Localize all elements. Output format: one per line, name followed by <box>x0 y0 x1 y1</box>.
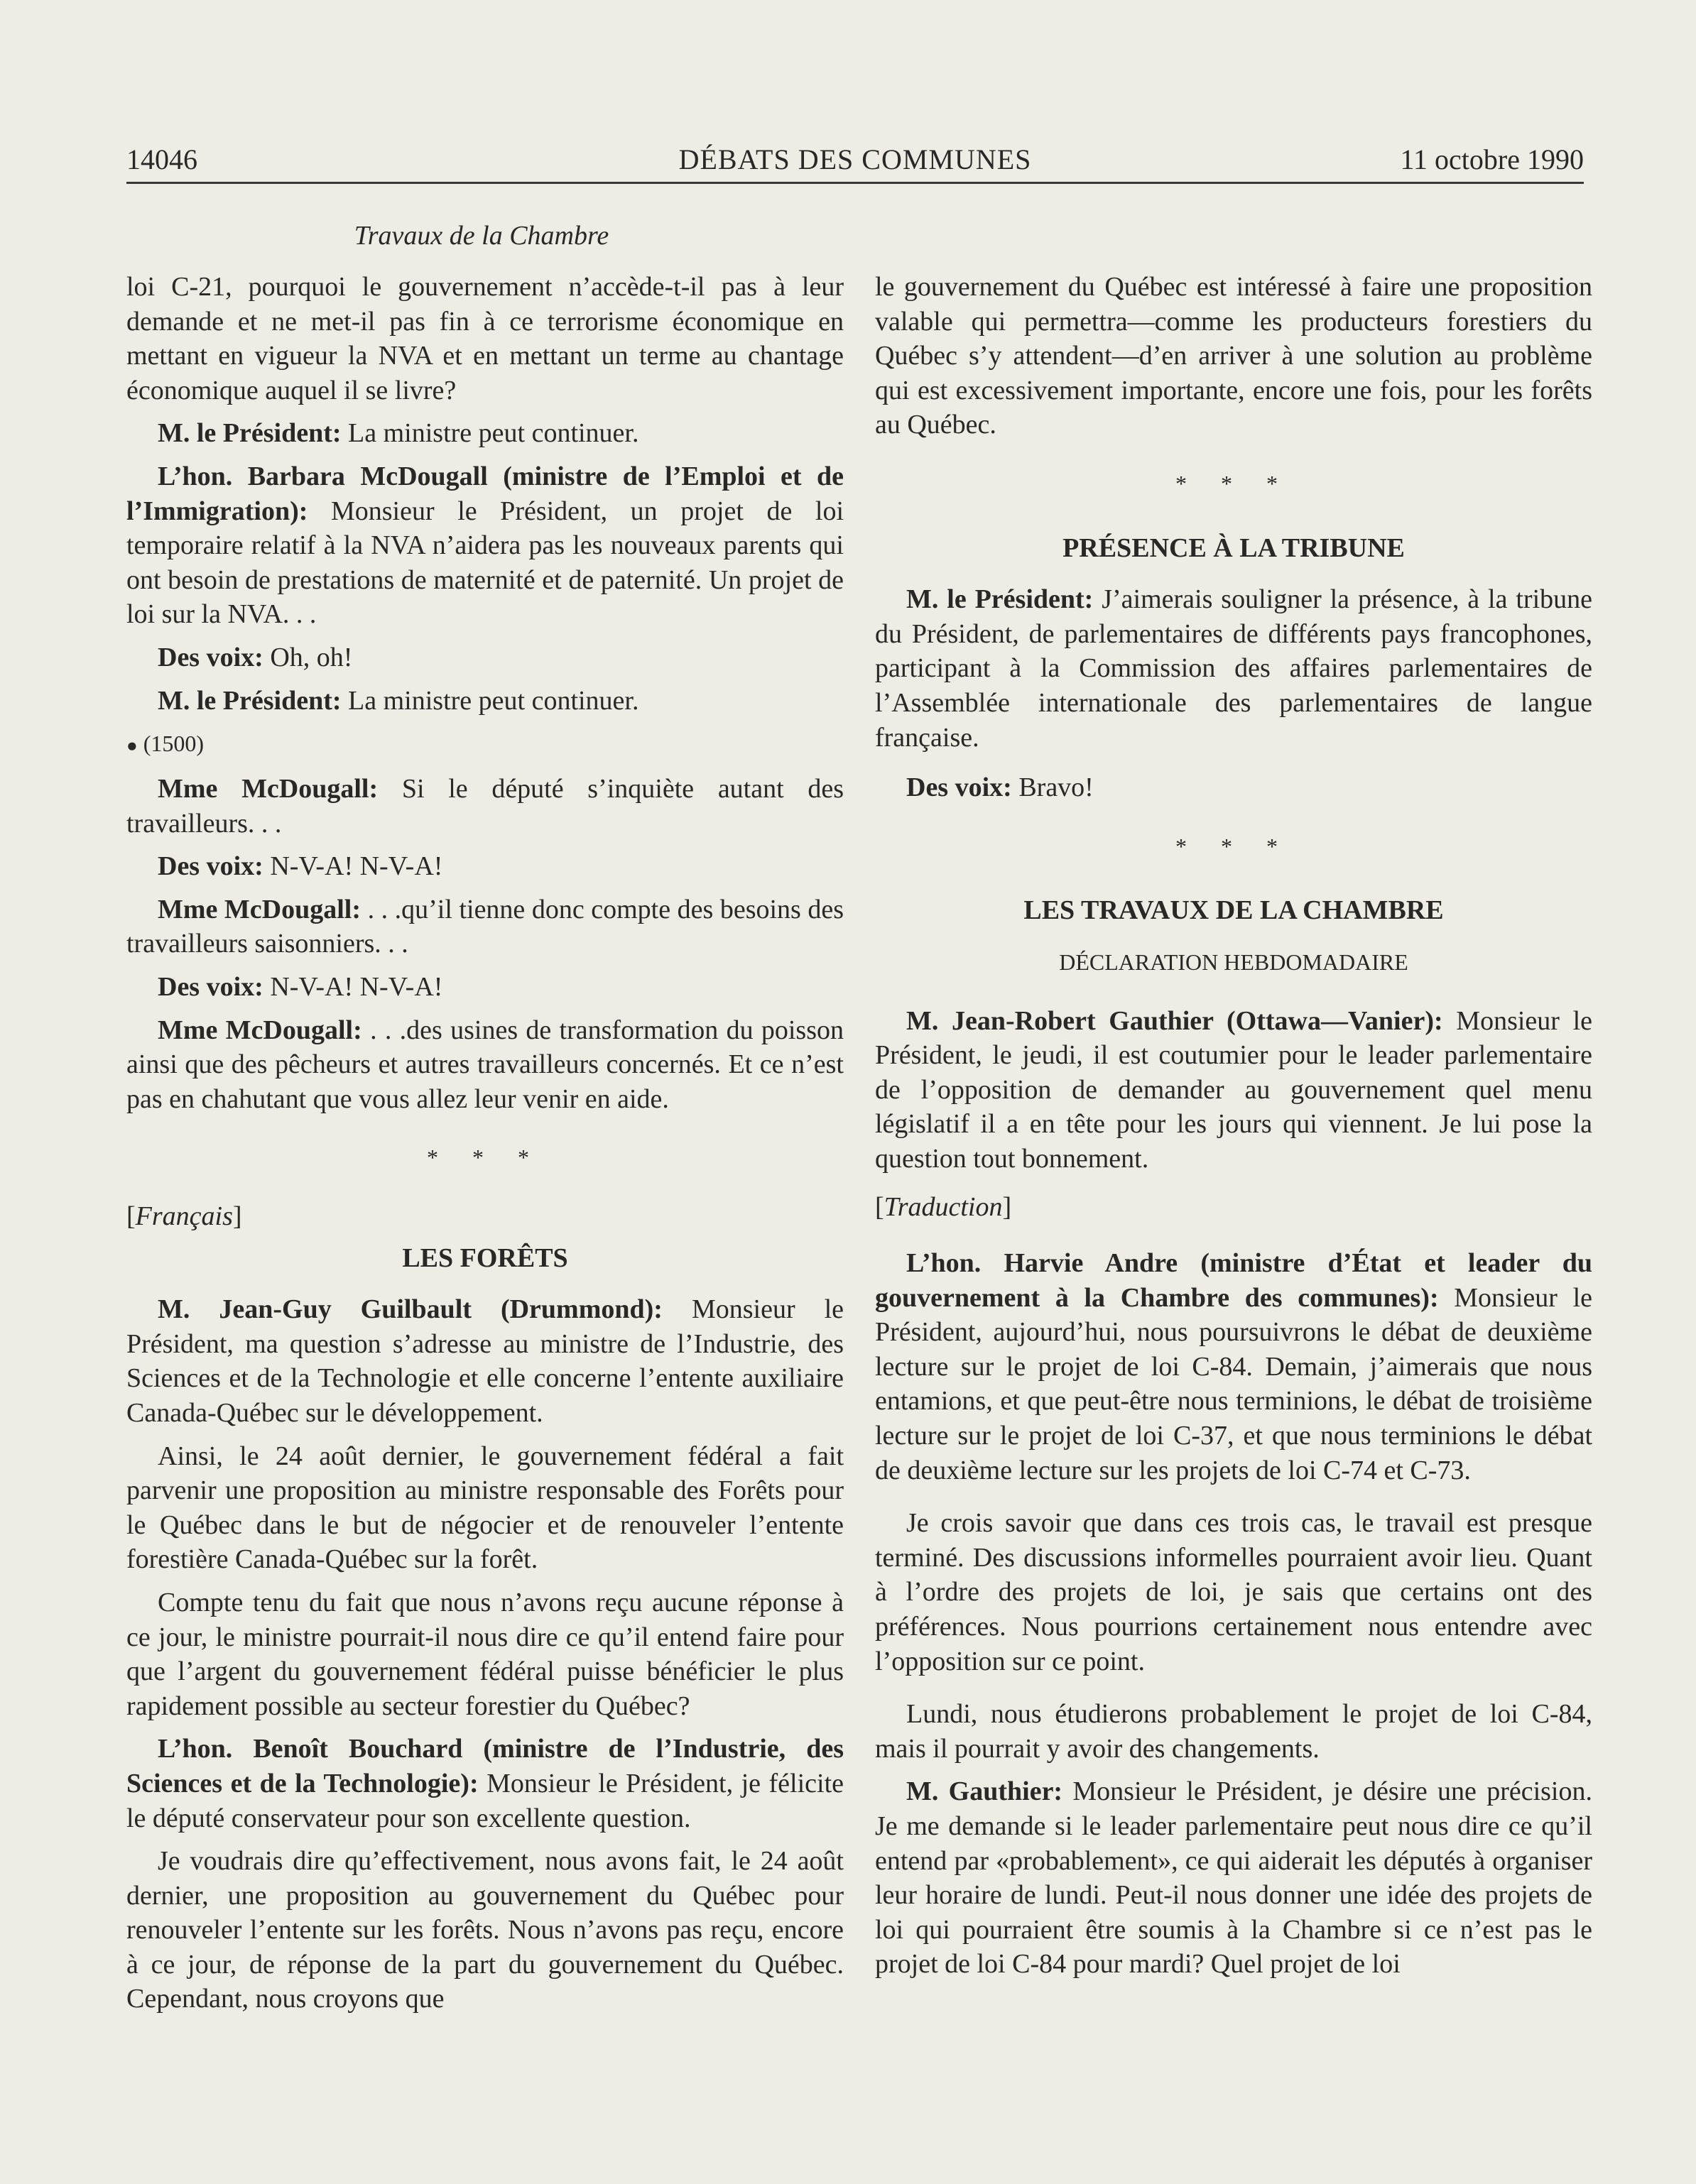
paragraph <box>126 892 844 961</box>
speaker-name: Des voix: <box>158 972 263 1003</box>
paragraph <box>126 1732 844 1835</box>
speaker-name: M. Jean-Robert Gauthier (Ottawa—Vanier): <box>906 1005 1443 1036</box>
paragraph <box>126 640 844 675</box>
section-title: PRÉSENCE À LA TRIBUNE <box>1062 533 1405 563</box>
speaker-name: L’hon. Benoît Bouchard (ministre de l’Industrie, des Sciences et de la Technologie): <box>126 1734 844 1798</box>
speaker-name: M. le Président: <box>906 584 1094 615</box>
publication-title: DÉBATS DES COMMUNES <box>678 143 1032 175</box>
speaker-name: M. le Président: <box>158 418 342 449</box>
section-subtitle: DÉCLARATION HEBDOMADAIRE <box>1059 949 1408 975</box>
speech-text: Monsieur le Président, je désire une précision. Je me demande si le leader parlementaire peut nous dire ce qu’il entend par «probablement», ce qui aiderait les députés à organiser leur horaire de lundi. Peut-il nous donner une idée des projets de loi qui pourraient être soumis à la Chambre si ce n’est pas le projet de loi C-84 pour mardi? Quel projet de loi <box>875 1776 1592 1980</box>
speaker-name: M. le Président: <box>158 685 342 716</box>
paragraph <box>126 684 844 719</box>
paragraph <box>126 849 844 884</box>
paragraph: Compte tenu du fait que nous n’avons reçu aucune réponse à ce jour, le ministre pourrait-il nous dire ce qu’il entend faire pour que l’argent du gouvernement fédéral puisse bénéficier le plus rapidement possible au secteur forestier du Québec? <box>126 1587 844 1721</box>
speech-text: N-V-A! N-V-A! <box>270 851 443 882</box>
speaker-name: Mme McDougall: <box>158 1015 362 1045</box>
speech-text: Monsieur le Président, le jeudi, il est coutumier pour le leader parlementaire de l’opposition de demander au gouvernement quel menu législatif il a en tête pour les jours qui viennent. Je lui pose la question tout bonnement. <box>875 1005 1592 1174</box>
paragraph <box>126 970 844 1005</box>
language-label: Français <box>135 1201 233 1232</box>
section-heading: Travaux de la Chambre <box>354 221 609 251</box>
timestamp <box>126 726 844 763</box>
speech-text: Si le député s’inquiète autant des travailleurs. . . <box>126 774 844 839</box>
language-marker: [Traduction] <box>875 1192 1012 1223</box>
speech-text: Monsieur le Président, je félicite le député conservateur pour son excellente question. <box>126 1768 844 1833</box>
bullet-icon: ● <box>126 735 138 756</box>
section-separator: * * * <box>1175 833 1292 859</box>
paragraph <box>126 416 844 451</box>
paragraph <box>875 582 1592 755</box>
speaker-name: Mme McDougall: <box>158 774 379 804</box>
language-label: Traduction <box>884 1192 1003 1223</box>
speaker-name: Mme McDougall: <box>158 894 362 924</box>
speaker-name: Des voix: <box>906 772 1012 803</box>
speaker-name: M. Jean-Guy Guilbault (Drummond): <box>158 1294 663 1325</box>
speaker-name: M. Gauthier: <box>906 1776 1063 1807</box>
speech-text: Monsieur le Président, aujourd’hui, nous poursuivrons le débat de deuxième lecture sur le projet de loi C-84. Demain, j’aimerais que nous entamions, et que peut-être nous terminions, le débat de troisième lecture sur le projet de loi C-37, et que nous terminions le débat de deuxième lecture sur les projets de loi C-74 et C-73. <box>875 1282 1592 1485</box>
paragraph: Ainsi, le 24 août dernier, le gouvernement fédéral a fait parvenir une proposition au ministre responsable des Forêts pour le Québec dans le but de négocier et de renouveler l’entente forestière Canada-Québec sur la forêt. <box>126 1441 844 1575</box>
speech-text: Bravo! <box>1018 772 1094 803</box>
left-column <box>126 270 844 2025</box>
section-separator: * * * <box>1175 470 1292 496</box>
speech-text: . . .qu’il tienne donc compte des besoins des travailleurs saisonniers. . . <box>126 894 844 959</box>
speech-text: Monsieur le Président, un projet de loi temporaire relatif à la NVA n’aidera pas les nouveaux parents qui ont besoin de prestations de maternité et de paternité. Un projet de loi sur la NVA. . . <box>126 496 844 630</box>
section-separator: * * * <box>427 1145 543 1171</box>
speaker-name: Des voix: <box>158 851 263 882</box>
speech-text: La ministre peut continuer. <box>348 418 639 449</box>
speech-text: Oh, oh! <box>270 642 353 672</box>
paragraph <box>875 1246 1592 1487</box>
speech-text: N-V-A! N-V-A! <box>270 972 443 1003</box>
paragraph <box>126 1292 844 1430</box>
speech-text: Monsieur le Président, ma question s’adresse au ministre de l’Industrie, des Sciences et de la Technologie et elle concerne l’entente auxiliaire Canada-Québec sur le développement. <box>126 1294 844 1428</box>
speaker-name: Des voix: <box>158 642 263 672</box>
paragraph: loi C-21, pourquoi le gouvernement n’accède-t-il pas à leur demande et ne met-il pas fin à ce terrorisme économique en mettant en vigueur la NVA et en mettant un terme au chantage économique auquel il se livre? <box>126 272 844 405</box>
paragraph <box>126 1013 844 1117</box>
paragraph: Je crois savoir que dans ces trois cas, le travail est presque terminé. Des discussions informelles pourraient avoir lieu. Quant à l’ordre des projets de loi, je sais que certains ont des préférences. Nous pourrions certainement nous entendre avec l’opposition sur ce point. <box>875 1508 1592 1676</box>
right-column <box>875 270 1592 1990</box>
paragraph: Lundi, nous étudierons probablement le projet de loi C-84, mais il pourrait y avoir des changements. <box>875 1699 1592 1764</box>
language-marker: [Français] <box>126 1201 242 1232</box>
speaker-name: L’hon. Barbara McDougall (ministre de l’Emploi et de l’Immigration): <box>126 461 844 526</box>
paragraph <box>126 459 844 632</box>
paragraph <box>875 1004 1592 1176</box>
section-title: LES TRAVAUX DE LA CHAMBRE <box>1023 895 1444 926</box>
paragraph: le gouvernement du Québec est intéressé à faire une proposition valable qui permettra—comme les producteurs forestiers du Québec s’y attendent—d’en arriver à une solution au problème qui est excessivement importante, encore une fois, pour les forêts au Québec. <box>875 272 1592 440</box>
section-title: LES FORÊTS <box>402 1243 568 1273</box>
page-number: 14046 <box>126 143 197 175</box>
speech-text: La ministre peut continuer. <box>348 685 639 716</box>
speaker-name: L’hon. Harvie Andre (ministre d’État et leader du gouvernement à la Chambre des communes): <box>875 1248 1592 1313</box>
paragraph <box>875 770 1592 805</box>
publication-date: 11 octobre 1990 <box>1400 143 1584 175</box>
paragraph: Je voudrais dire qu’effectivement, nous avons fait, le 24 août dernier, une proposition au gouvernement du Québec pour renouveler l’entente sur les forêts. Nous n’avons pas reçu, encore à ce jour, de réponse de la part du gouvernement du Québec. Cependant, nous croyons que <box>126 1846 844 2014</box>
page-header <box>126 139 1584 184</box>
speech-text: . . .des usines de transformation du poisson ainsi que des pêcheurs et autres travailleurs concernés. Et ce n’est pas en chahutant que vous allez leur venir en aide. <box>126 1015 844 1114</box>
timestamp-text: (1500) <box>143 731 205 757</box>
speech-text: J’aimerais souligner la présence, à la tribune du Président, de parlementaires de différents pays francophones, participant à la Commission des affaires parlementaires de l’Assemblée internationale des parlementaires de langue française. <box>875 584 1592 753</box>
paragraph <box>126 772 844 841</box>
paragraph <box>875 1774 1592 1982</box>
